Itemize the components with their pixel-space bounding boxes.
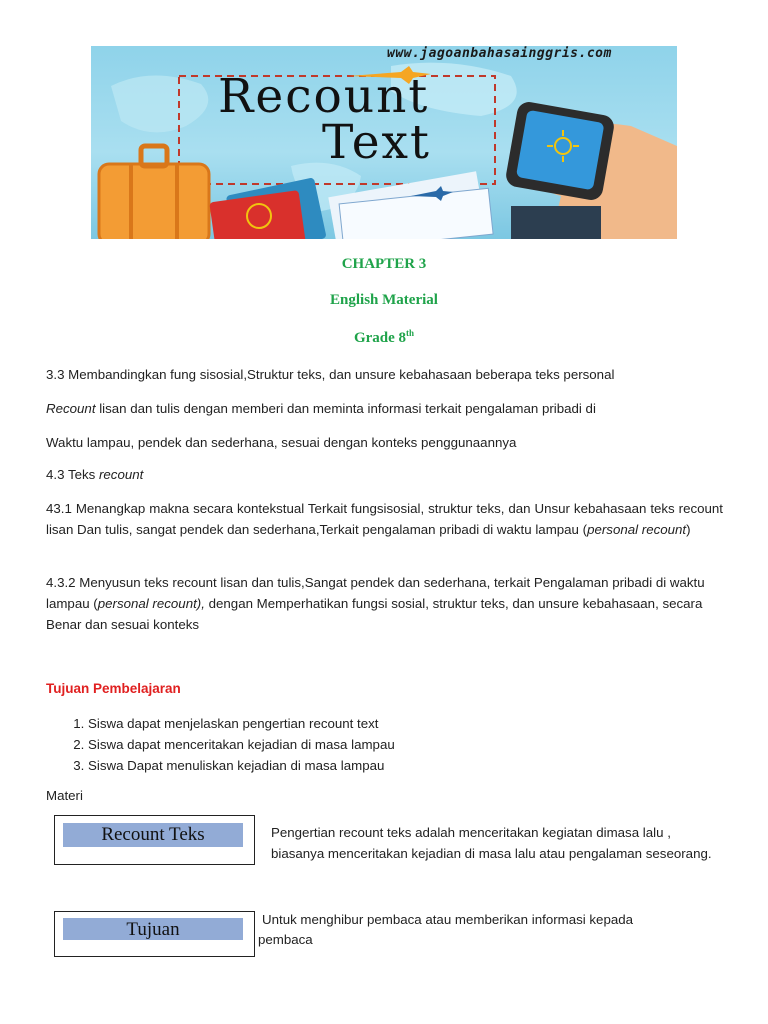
website-url: www.jagoanbahasainggris.com [387, 46, 612, 61]
grade-superscript: th [406, 328, 415, 338]
grade-heading [0, 328, 768, 347]
materi-label: Materi [46, 788, 83, 803]
kd-4-3-1 [46, 498, 723, 540]
kd-4-3-1-emphasis: personal recount [587, 522, 687, 537]
kd-4-3 [46, 464, 723, 485]
grade-text: Grade 8 [353, 330, 407, 346]
kd-4-3-2-text: 4.3.2 Menyusun teks recount lisan dan tulis,Sangat pendek dan sederhana, terkait Pengalaman pribadi di waktu lampau ( [46, 575, 705, 611]
list-item: 3. Siswa Dapat menuliskan kejadian di masa lampau [88, 755, 395, 776]
kd-4-3-prefix: 4.3 Teks [46, 467, 99, 482]
kd-4-3-2-end: dengan Memperhatikan fungsi sosial, struktur teks, dan unsure kebahasaan, secara Benar dan sesuai konteks [46, 596, 703, 632]
list-item: 2. Siswa dapat menceritakan kejadian di masa lampau [88, 734, 395, 755]
kd-3-3-line3: Waktu lampau, pendek dan sederhana, sesuai dengan konteks penggunaannya [46, 435, 517, 450]
recount-teks-desc-line1: Pengertian recount teks adalah menceritakan kegiatan dimasa lalu , [271, 825, 671, 840]
kd-3-3-line2 [46, 398, 723, 419]
recount-teks-box [54, 815, 255, 865]
banner-title [218, 69, 431, 170]
recount-text-banner [91, 46, 677, 239]
recount-teks-desc-line2: biasanya menceritakan kejadian di masa lalu atau pengalaman seseorang. [271, 846, 712, 861]
tujuan-desc-line1: Untuk menghibur pembaca atau memberikan informasi kepada [262, 912, 634, 927]
kd-4-3-1-text: 43.1 Menangkap makna secara kontekstual Terkait fungsisosial, struktur teks, dan Unsur kebahasaan teks recount lisan Dan tulis, sangat pendek dan sederhana,Terkait pengalaman pribadi di waktu lampau ( [46, 501, 723, 537]
tujuan-heading: Tujuan [63, 918, 243, 940]
recount-teks-heading: Recount Teks [63, 823, 243, 847]
objectives-list [46, 713, 395, 776]
kd-4-3-2-emphasis: personal recount), [97, 596, 205, 611]
subject-heading: English Material [330, 292, 438, 308]
banner-title-line2: Text [322, 115, 431, 170]
recount-emphasis: Recount [46, 401, 96, 416]
chapter-heading: CHAPTER 3 [341, 256, 427, 272]
list-item: 1. Siswa dapat menjelaskan pengertian recount text [88, 713, 395, 734]
tujuan-desc-line2: pembaca [258, 932, 313, 947]
kd-3-3-line1: 3.3 Membandingkan fung sisosial,Struktur teks, dan unsure kebahasaan beberapa teks personal [46, 367, 615, 382]
learning-objectives-title: Tujuan Pembelajaran [46, 681, 181, 696]
kd-3-3-line2-rest: lisan dan tulis dengan memberi dan meminta informasi terkait pengalaman pribadi di [95, 401, 596, 416]
kd-4-3-1-end: ) [686, 522, 691, 537]
banner-title-line1: Recount [218, 69, 430, 124]
tujuan-box [54, 911, 255, 957]
kd-4-3-emphasis: recount [98, 467, 144, 482]
kd-4-3-2 [46, 572, 723, 635]
